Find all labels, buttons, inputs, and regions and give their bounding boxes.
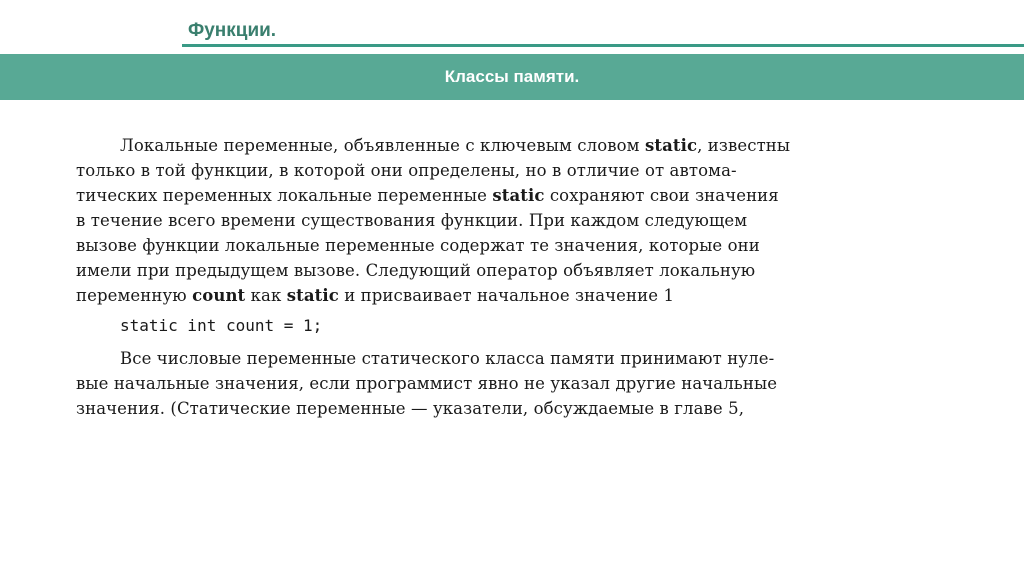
text-line: переменную count как static и присваивает начальное значение 1 bbox=[76, 286, 675, 305]
text-line: только в той функции, в которой они определены, но в отличие от автома- bbox=[76, 161, 737, 180]
text-line: имели при предыдущем вызове. Следующий оператор объявляет локальную bbox=[76, 261, 756, 280]
text-line: вызове функции локальные переменные содержат те значения, которые они bbox=[76, 236, 760, 255]
text-line: тических переменных локальные переменные static сохраняют свои значения bbox=[76, 186, 779, 205]
text-line: в течение всего времени существования функции. При каждом следующем bbox=[76, 211, 748, 230]
text-line: Все числовые переменные статического класса памяти принимают нуле- bbox=[120, 349, 775, 368]
paragraph-2 bbox=[76, 346, 948, 421]
slide-title: Функции. bbox=[188, 20, 277, 41]
section-banner bbox=[0, 54, 1024, 100]
code-snippet: static int count = 1; bbox=[120, 316, 323, 335]
text-line: вые начальные значения, если программист явно не указал другие начальные bbox=[76, 374, 778, 393]
banner-title: Классы памяти. bbox=[444, 67, 580, 86]
text-line: значения. (Статические переменные — указатели, обсуждаемые в главе 5, bbox=[76, 399, 745, 418]
document-body bbox=[76, 133, 948, 421]
paragraph-1 bbox=[76, 133, 948, 308]
title-divider bbox=[182, 44, 1024, 47]
text-line: Локальные переменные, объявленные с ключевым словом static, известны bbox=[120, 136, 791, 155]
